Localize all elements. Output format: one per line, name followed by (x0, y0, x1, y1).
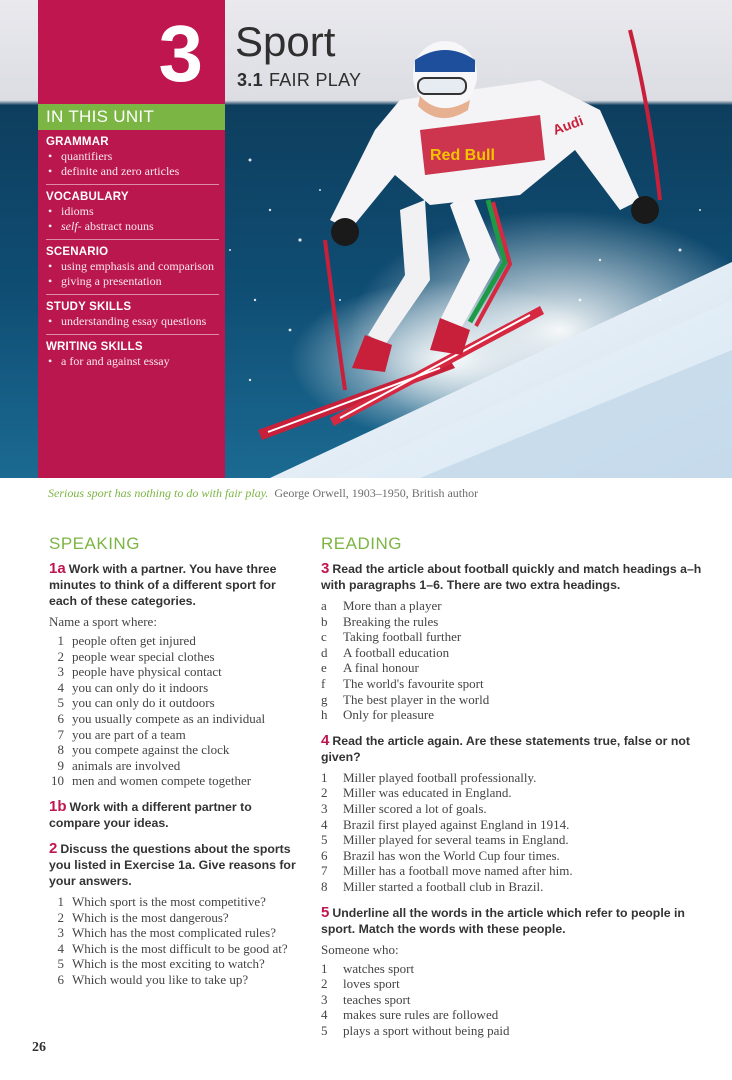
sidebar-section-vocabulary (46, 185, 219, 240)
instruction-text: Discuss the questions about the sports you listed in Exercise 1a. Give reasons for your answers. (49, 841, 296, 888)
unit-tab (38, 0, 225, 104)
exercise-1b-instruction (49, 799, 301, 831)
list-item-text: people often get injured (72, 633, 196, 648)
list-item-marker: 1 (321, 769, 328, 785)
exercise-4-list (321, 770, 721, 895)
list-item-marker: 5 (57, 956, 64, 972)
list-item (49, 680, 301, 696)
list-item-marker: b (321, 613, 328, 629)
list-item-text: Taking football further (343, 629, 462, 645)
list-item-marker: 5 (57, 695, 64, 711)
list-item-marker: 10 (51, 773, 64, 789)
list-item-text: people have physical contact (72, 664, 222, 680)
list-item-text: The world's favourite sport (343, 675, 484, 691)
list-item-marker: 1 (57, 633, 64, 648)
list-item (321, 707, 721, 723)
list-item (321, 817, 721, 833)
exercise-number: 2 (49, 839, 58, 857)
list-item-text: Which is the most exciting to watch? (72, 956, 265, 972)
caption-quote: Serious sport has nothing to do with fair play. (48, 486, 269, 500)
unit-title: Sport (235, 18, 336, 65)
list-item-marker: a (321, 598, 327, 613)
list-item (321, 992, 721, 1008)
sidebar-item: • using emphasis and comparison (46, 259, 219, 274)
list-item-text: makes sure rules are followed (343, 1007, 499, 1023)
list-item-text: watches sport (343, 960, 415, 976)
list-item-marker: 4 (321, 816, 328, 832)
list-item (321, 614, 721, 630)
sidebar-heading: SCENARIO (46, 246, 109, 258)
list-item-marker: 3 (321, 991, 328, 1007)
in-this-unit-header: IN THIS UNIT (38, 104, 225, 130)
list-item-text: Which would you like to take up? (72, 971, 249, 987)
sidebar-heading: VOCABULARY (46, 191, 129, 203)
list-item (321, 879, 721, 895)
list-item-marker: 5 (321, 832, 328, 848)
list-item-text: Brazil first played against England in 1914. (343, 816, 570, 832)
list-item-marker: 4 (57, 679, 64, 695)
list-item-marker: 4 (321, 1007, 328, 1023)
list-item (49, 972, 301, 988)
exercise-1a-list (49, 633, 301, 789)
exercise-number: 1b (49, 797, 67, 815)
list-item-marker: 1 (57, 893, 64, 909)
instruction-text: Work with a different partner to compare your ideas. (49, 799, 252, 830)
list-item-text: Miller scored a lot of goals. (343, 800, 487, 816)
sidebar-heading: GRAMMAR (46, 136, 109, 148)
reading-column (321, 534, 721, 1048)
sidebar-item: • a for and against essay (46, 354, 219, 369)
list-item-text: people wear special clothes (72, 648, 215, 664)
list-item-marker: 2 (57, 909, 64, 925)
exercise-4-instruction (321, 733, 721, 765)
sidebar-section-study-skills (46, 295, 219, 335)
list-item-marker: 6 (57, 710, 64, 726)
list-item-marker: 3 (57, 925, 64, 941)
list-item-text: Which sport is the most competitive? (72, 893, 266, 909)
list-item (49, 758, 301, 774)
list-item (49, 664, 301, 680)
sidebar-section-scenario (46, 240, 219, 295)
sidebar-section-writing-skills (46, 335, 219, 374)
list-item-marker: 9 (57, 757, 64, 773)
list-item-text: plays a sport without being paid (343, 1022, 510, 1038)
audi-logo-text: Audi (550, 112, 586, 138)
list-item-marker: 2 (321, 785, 328, 801)
list-item-marker: 8 (57, 742, 64, 758)
list-item-text: Miller played for several teams in England. (343, 832, 569, 848)
list-item (321, 598, 721, 614)
exercise-number: 4 (321, 731, 330, 749)
list-item-marker: 3 (57, 664, 64, 680)
speaking-column (49, 534, 301, 998)
list-item-text: men and women compete together (72, 773, 252, 789)
exercise-5-subtitle: Someone who: (321, 941, 399, 957)
exercise-2-instruction (49, 841, 301, 889)
list-item (49, 633, 301, 649)
sidebar-item: • self- abstract nouns (46, 219, 219, 234)
list-item-marker: 8 (321, 878, 328, 894)
list-item-text: A final honour (343, 660, 419, 676)
page-number: 26 (32, 1040, 46, 1055)
sidebar-heading: STUDY SKILLS (46, 301, 132, 313)
exercise-1a-subtitle: Name a sport where: (49, 614, 157, 629)
list-item-text: Miller started a football club in Brazil. (343, 878, 544, 894)
list-item-marker: 1 (321, 960, 328, 976)
list-item-text: loves sport (343, 976, 400, 992)
suit-logo-text: Red Bull (430, 147, 495, 164)
list-item-marker: 5 (321, 1022, 328, 1038)
list-item-marker: 7 (321, 863, 328, 879)
list-item-text: Miller was educated in England. (343, 785, 512, 801)
list-item-text: Only for pleasure (343, 707, 434, 723)
sidebar-heading: WRITING SKILLS (46, 341, 143, 353)
sidebar-item: • quantifiers (46, 149, 219, 164)
exercise-5-instruction (321, 905, 721, 937)
list-item (321, 863, 721, 879)
list-item-marker: 2 (57, 648, 64, 664)
list-item (321, 785, 721, 801)
list-item (321, 629, 721, 645)
sidebar-item: • definite and zero articles (46, 164, 219, 179)
sidebar-item: • understanding essay questions (46, 314, 219, 329)
exercise-number: 3 (321, 560, 330, 577)
list-item-text: The best player in the world (343, 691, 490, 707)
list-item-text: More than a player (343, 598, 442, 613)
list-item (321, 961, 721, 977)
list-item (49, 894, 301, 910)
list-item (49, 727, 301, 743)
list-item (321, 848, 721, 864)
exercise-number: 1a (49, 560, 66, 577)
list-item-text: Which is the most dangerous? (72, 909, 229, 925)
list-item-text: Miller has a football move named after him. (343, 863, 573, 879)
list-item-marker: 6 (57, 971, 64, 987)
list-item (321, 1007, 721, 1023)
list-item (321, 645, 721, 661)
list-item-text: Breaking the rules (343, 613, 439, 629)
list-item-marker: g (321, 691, 328, 707)
list-item (321, 801, 721, 817)
in-this-unit-panel (38, 104, 225, 478)
list-item-text: you compete against the clock (72, 742, 230, 758)
list-item-marker: d (321, 644, 328, 660)
list-item-marker: c (321, 629, 327, 645)
list-item (49, 773, 301, 789)
list-item-marker: 6 (321, 847, 328, 863)
list-item (321, 832, 721, 848)
list-item-marker: h (321, 707, 328, 723)
list-item-text: teaches sport (343, 991, 411, 1007)
unit-number: 3 (158, 9, 203, 98)
hero-photo (0, 0, 732, 478)
list-item-text: Brazil has won the World Cup four times. (343, 847, 560, 863)
list-item (49, 742, 301, 758)
list-item (49, 925, 301, 941)
reading-title: READING (321, 534, 402, 553)
list-item (49, 956, 301, 972)
exercise-3-list (321, 598, 721, 723)
sidebar-item: • idioms (46, 204, 219, 219)
caption-attribution: George Orwell, 1903–1950, British author (274, 486, 479, 500)
list-item (49, 695, 301, 711)
list-item (49, 711, 301, 727)
list-item (321, 660, 721, 676)
list-item-text: Which has the most complicated rules? (72, 925, 276, 941)
instruction-text: Read the article about football quickly and match headings a–h with paragraphs 1–6. There are two extra headings. (321, 562, 702, 592)
lesson-heading (237, 70, 361, 91)
lesson-title: FAIR PLAY (268, 70, 362, 90)
list-item (321, 1023, 721, 1039)
exercise-5-list (321, 961, 721, 1039)
list-item (49, 941, 301, 957)
exercise-number: 5 (321, 903, 330, 921)
list-item (321, 692, 721, 708)
instruction-text: Work with a partner. You have three minutes to think of a different sport for each of these categories. (49, 562, 277, 608)
instruction-text: Underline all the words in the article which refer to people in sport. Match the words with these people. (321, 905, 685, 936)
instruction-text: Read the article again. Are these statements true, false or not given? (321, 733, 690, 764)
speaking-title: SPEAKING (49, 534, 140, 553)
sidebar-section-grammar (46, 130, 219, 185)
photo-caption (48, 486, 478, 501)
list-item-text: animals are involved (72, 757, 181, 773)
list-item-marker: 2 (321, 976, 328, 992)
list-item (321, 770, 721, 786)
list-item-marker: 7 (57, 726, 64, 742)
exercise-1a-instruction (49, 561, 301, 609)
list-item-marker: 3 (321, 800, 328, 816)
list-item-marker: e (321, 660, 327, 676)
list-item (321, 976, 721, 992)
list-item (49, 649, 301, 665)
list-item-text: A football education (343, 644, 450, 660)
exercise-2-list (49, 894, 301, 988)
list-item-text: Which is the most difficult to be good at? (72, 940, 288, 956)
exercise-3-instruction (321, 561, 721, 593)
list-item-text: Miller played football professionally. (343, 769, 537, 785)
list-item-text: you are part of a team (72, 726, 186, 742)
list-item (49, 910, 301, 926)
list-item-marker: 4 (57, 940, 64, 956)
list-item-text: you can only do it outdoors (72, 695, 215, 711)
sidebar-item: • giving a presentation (46, 274, 219, 289)
lesson-number: 3.1 (237, 70, 263, 90)
list-item-text: you usually compete as an individual (72, 710, 266, 726)
list-item-marker: f (321, 675, 326, 691)
list-item (321, 676, 721, 692)
list-item-text: you can only do it indoors (72, 679, 209, 695)
